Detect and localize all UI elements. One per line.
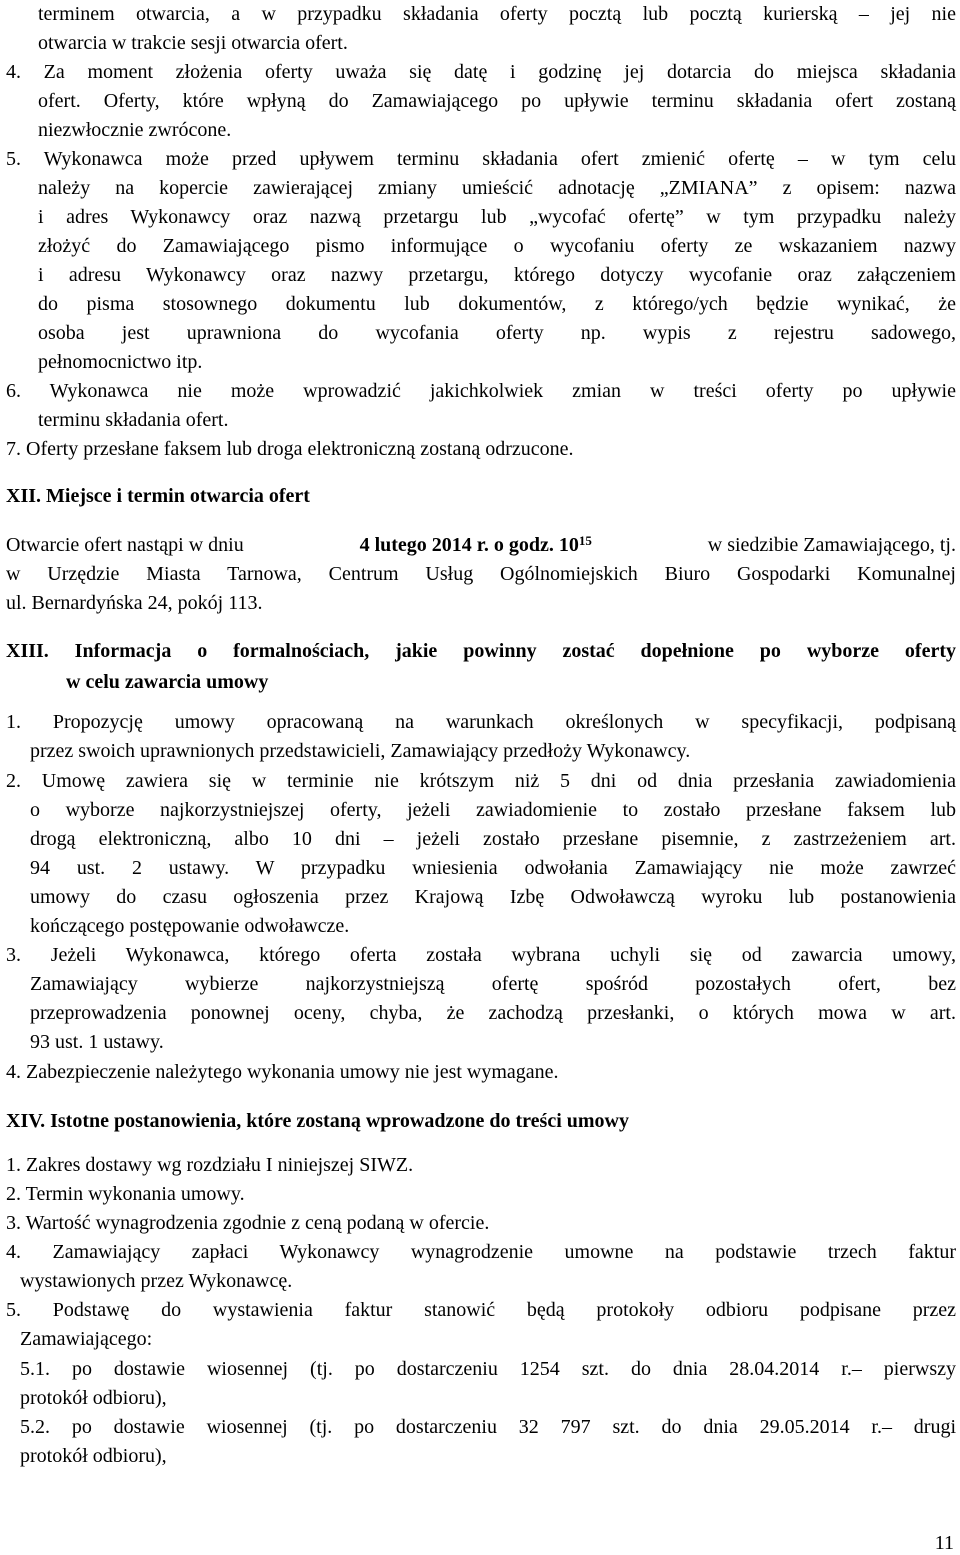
text-line: ofert. Oferty, które wpłyną do Zamawiającego po upływie terminu składania ofert zostaną bbox=[38, 90, 956, 112]
list-item-1: 1. Propozycję umowy opracowaną na warunkach określonych w specyfikacji, podpisaną bbox=[6, 711, 956, 733]
section-heading-xii: XII. Miejsce i termin otwarcia ofert bbox=[6, 485, 310, 507]
text-line: umowy do czasu ogłoszenia przez Krajową Izbę Odwoławczą wyroku lub postanowienia bbox=[30, 886, 956, 908]
list-item-5-2: 5.2. po dostawie wiosennej (tj. po dostarczeniu 32 797 szt. do dnia 29.05.2014 r.– drugi bbox=[20, 1416, 956, 1438]
list-item-2: 2. Termin wykonania umowy. bbox=[6, 1183, 245, 1205]
text-line: otwarcia w trakcie sesji otwarcia ofert. bbox=[38, 32, 348, 54]
list-item-3: 3. Jeżeli Wykonawca, którego oferta została wybrana uchyli się od zawarcia umowy, bbox=[6, 944, 956, 966]
list-item-5: 5. Podstawę do wystawienia faktur stanowić będą protokoły odbioru podpisane przez bbox=[6, 1299, 956, 1321]
text-line: ul. Bernardyńska 24, pokój 113. bbox=[6, 592, 263, 614]
list-item-7: 7. Oferty przesłane faksem lub droga elektroniczną zostaną odrzucone. bbox=[6, 438, 574, 460]
text-line: drogą elektroniczną, albo 10 dni – jeżeli zostało przesłane pisemnie, z zastrzeżeniem art. bbox=[30, 828, 956, 850]
text-line: 94 ust. 2 ustawy. W przypadku wniesienia odwołania Zamawiający nie może zawrzeć bbox=[30, 857, 956, 879]
text-span: w siedzibie Zamawiającego, tj. bbox=[707, 534, 956, 556]
text-line: protokół odbioru), bbox=[20, 1387, 167, 1409]
text-line: Zamawiającego: bbox=[20, 1328, 153, 1350]
list-item-2: 2. Umowę zawiera się w terminie nie krótszym niż 5 dni od dnia przesłania zawiadomienia bbox=[6, 770, 956, 792]
text-span: Otwarcie ofert nastąpi w dniu bbox=[6, 534, 244, 556]
section-heading-xiv: XIV. Istotne postanowienia, które zostaną wprowadzone do treści umowy bbox=[6, 1110, 629, 1132]
text-line: w Urzędzie Miasta Tarnowa, Centrum Usług Ogólnomiejskich Biuro Gospodarki Komunalnej bbox=[6, 563, 956, 585]
list-item-5: 5. Wykonawca może przed upływem terminu składania ofert zmienić ofertę – w tym celu bbox=[6, 148, 956, 170]
text-line: kończącego postępowanie odwoławcze. bbox=[30, 915, 350, 937]
section-heading-xiii: XIII. Informacja o formalnościach, jakie powinny zostać dopełnione po wyborze oferty bbox=[6, 640, 956, 662]
list-item-1: 1. Zakres dostawy wg rozdziału I niniejszej SIWZ. bbox=[6, 1154, 414, 1176]
text-line: przez swoich uprawnionych przedstawicieli, Zamawiający przedłoży Wykonawcy. bbox=[30, 740, 691, 762]
text-line: i adres Wykonawcy oraz nazwą przetargu lub „wycofać ofertę” w tym przypadku należy bbox=[38, 206, 956, 228]
text-line: terminu składania ofert. bbox=[38, 409, 229, 431]
text-line: 93 ust. 1 ustawy. bbox=[30, 1031, 164, 1053]
list-item-4: 4. Zabezpieczenie należytego wykonania umowy nie jest wymagane. bbox=[6, 1061, 559, 1083]
text-line: wystawionych przez Wykonawcę. bbox=[20, 1270, 293, 1292]
text-line: terminem otwarcia, a w przypadku składania oferty pocztą lub pocztą kurierską – jej nie bbox=[38, 3, 956, 25]
opening-date-text: 4 lutego 2014 r. o godz. 10 bbox=[359, 534, 579, 556]
text-line: pełnomocnictwo itp. bbox=[38, 351, 203, 373]
opening-minutes: 15 bbox=[578, 533, 592, 548]
page-number: 11 bbox=[934, 1532, 954, 1554]
text-line: należy na kopercie zawierającej zmiany umieścić adnotację „ZMIANA” z opisem: nazwa bbox=[38, 177, 956, 199]
list-item-5-1: 5.1. po dostawie wiosennej (tj. po dostarczeniu 1254 szt. do dnia 28.04.2014 r.– pierwszy bbox=[20, 1358, 956, 1380]
text-line: protokół odbioru), bbox=[20, 1445, 167, 1467]
list-item-4: 4. Zamawiający zapłaci Wykonawcy wynagrodzenie umowne na podstawie trzech faktur bbox=[6, 1241, 956, 1263]
opening-date-line bbox=[6, 533, 956, 557]
list-item-6: 6. Wykonawca nie może wprowadzić jakichkolwiek zmian w treści oferty po upływie bbox=[6, 380, 956, 402]
text-line: złożyć do Zamawiającego pismo informujące o wycofaniu oferty ze wskazaniem nazwy bbox=[38, 235, 956, 257]
text-line: osoba jest uprawniona do wycofania oferty np. wypis z rejestru sadowego, bbox=[38, 322, 956, 344]
list-item-4: 4. Za moment złożenia oferty uważa się datę i godzinę jej dotarcia do miejsca składania bbox=[6, 61, 956, 83]
text-line: przeprowadzenia ponownej oceny, chyba, że zachodzą przesłanki, o których mowa w art. bbox=[30, 1002, 956, 1024]
list-item-3: 3. Wartość wynagrodzenia zgodnie z ceną podaną w ofercie. bbox=[6, 1212, 490, 1234]
text-line: niezwłocznie zwrócone. bbox=[38, 119, 232, 141]
text-line: Zamawiający wybierze najkorzystniejszą ofertę spośród pozostałych ofert, bez bbox=[30, 973, 956, 995]
opening-datetime bbox=[360, 533, 592, 557]
section-heading-xiii-cont: w celu zawarcia umowy bbox=[66, 671, 269, 693]
text-line: i adresu Wykonawcy oraz nazwy przetargu, którego dotyczy wycofanie oraz załączeniem bbox=[38, 264, 956, 286]
text-line: o wyborze najkorzystniejszej oferty, jeżeli zawiadomienie to zostało przesłane faksem lub bbox=[30, 799, 956, 821]
text-line: do pisma stosownego dokumentu lub dokumentów, z którego/ych będzie wynikać, że bbox=[38, 293, 956, 315]
